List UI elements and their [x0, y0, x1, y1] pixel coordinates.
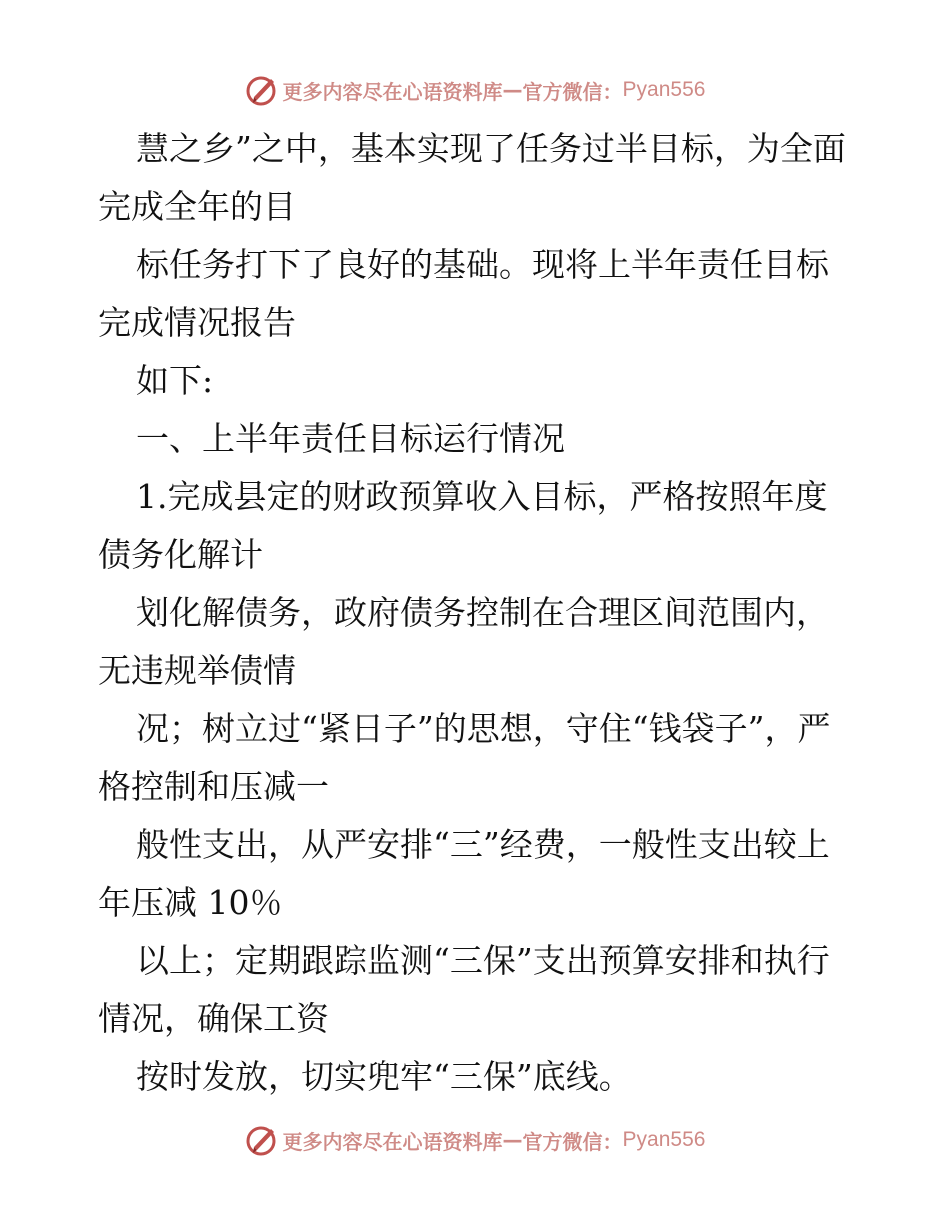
quill-logo-icon — [245, 1123, 279, 1157]
paragraph: 划化解债务，政府债务控制在合理区间范围内，无违规举债情 — [98, 593, 829, 690]
document-body — [98, 120, 858, 1106]
quill-logo-icon — [245, 73, 279, 107]
watermark-brand-text: 更多内容尽在心语资料库 — [282, 79, 503, 104]
watermark-brand-text: 更多内容尽在心语资料库 — [282, 1129, 503, 1154]
paragraph: 1.完成县定的财政预算收入目标，严格按照年度债务化解计 — [98, 477, 828, 574]
watermark-official-text: 官方微信： — [522, 1129, 623, 1154]
paragraph: 以上；定期跟踪监测“三保”支出预算安排和执行情况，确保工资 — [98, 941, 830, 1038]
paragraph: 按时发放，切实兜牢“三保”底线。 — [136, 1057, 632, 1096]
paragraph: 慧之乡”之中，基本实现了任务过半目标，为全面完成全年的目 — [98, 129, 846, 226]
watermark-account: Pyan556 — [622, 1128, 706, 1151]
watermark-separator: — — [502, 78, 523, 102]
header-watermark — [0, 70, 950, 110]
footer-watermark — [0, 1120, 950, 1160]
watermark-official-text: 官方微信： — [522, 79, 623, 104]
section-heading: 一、上半年责任目标运行情况 — [136, 419, 565, 458]
watermark-account: Pyan556 — [622, 78, 706, 101]
paragraph: 如下: — [136, 361, 214, 400]
paragraph: 标任务打下了良好的基础。现将上半年责任目标完成情况报告 — [98, 245, 829, 342]
watermark-separator: — — [502, 1128, 523, 1152]
paragraph: 般性支出，从严安排“三”经费，一般性支出较上年压减 10％ — [98, 825, 830, 922]
paragraph: 况；树立过“紧日子”的思想，守住“钱袋子”，严格控制和压减一 — [98, 709, 831, 806]
